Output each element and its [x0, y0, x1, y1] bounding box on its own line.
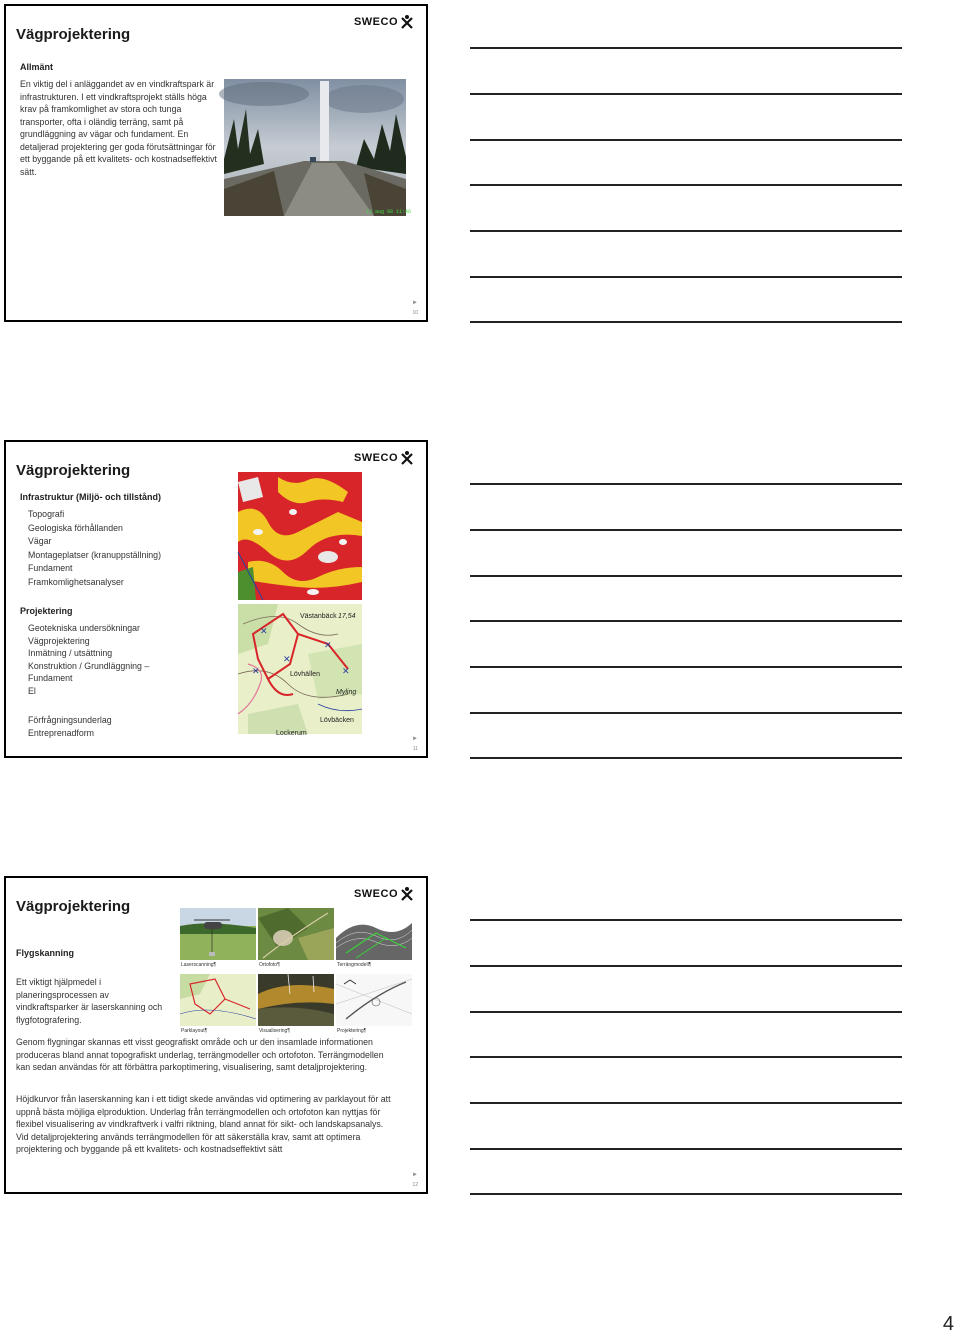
slide-title: Vägprojektering	[16, 462, 131, 479]
paragraph-2: Höjdkurvor från laserskanning kan i ett tidigt skede användas vid optimering av parklayout för att uppnå bästa möjliga elproduktion. Underlag från terrängmodellen och ortofoton kan nyttjas för flexibel visualisering av vindkraftverk i valfri riktning, bland annat för sikt- och landskapsanalys. Vid detaljprojektering används terrängmodellen för att säkerställa krav, samt att optimera projektering och byggande på ett kvalitets- och kostnadseffektivt sätt	[16, 1094, 391, 1154]
slide-title: Vägprojektering	[16, 898, 131, 915]
note-line	[470, 321, 902, 323]
list-item: Inmätning / utsättning	[28, 648, 113, 659]
geology-map-image	[238, 472, 362, 600]
slide-2	[4, 440, 428, 758]
section-heading: Allmänt	[20, 62, 54, 72]
sweco-symbol-icon	[400, 14, 414, 30]
note-line	[470, 965, 902, 967]
slide-arrow-icon: ►	[412, 736, 418, 742]
list-item: Fundament	[28, 563, 73, 574]
note-line	[470, 757, 902, 759]
slide-title: Vägprojektering	[16, 26, 131, 43]
caption-projektering: Projektering¶	[337, 1028, 367, 1034]
note-line	[470, 230, 902, 232]
note-line	[470, 483, 902, 485]
note-line	[470, 47, 902, 49]
caption-laserscanning: Laserscanning¶	[181, 962, 217, 968]
terrangmodell-image	[336, 908, 412, 960]
turbine-marker-icon: ✕	[260, 626, 268, 636]
list-item: Geotekniska undersökningar	[28, 623, 140, 633]
caption-visualisering: Visualisering¶	[259, 1028, 290, 1034]
list-item: Geologiska förhållanden	[28, 522, 123, 533]
projektering-image	[336, 974, 412, 1026]
design-drawing	[336, 974, 412, 1026]
ortofoto-image	[258, 908, 334, 960]
note-line	[470, 666, 902, 668]
intro-text: Ett viktigt hjälpmedel i planeringsprocessen av vindkraftsparker är laserskanning och flygfotografering.	[16, 977, 163, 1025]
note-line	[470, 620, 902, 622]
list-item: Förfrågningsunderlag	[28, 715, 112, 725]
caption-terrangmodell: Terrängmodell¶	[337, 962, 372, 968]
laserscanning-image	[180, 908, 256, 960]
map-label-lovhallen: Lövhällen	[290, 671, 320, 678]
map-label-myling: Myling	[336, 689, 357, 696]
parklayout-image	[180, 974, 256, 1026]
slide-1	[4, 4, 428, 322]
note-line	[470, 184, 902, 186]
map-label-elevation: 17,54	[338, 613, 356, 620]
geology-map	[238, 472, 362, 600]
note-line	[470, 575, 902, 577]
list-item: Topografi	[28, 509, 65, 519]
note-line	[470, 139, 902, 141]
terrain-model	[336, 908, 412, 960]
park-layout-map	[180, 974, 256, 1026]
list-item: Entreprenadform	[28, 727, 95, 738]
slide-number: 10	[412, 310, 418, 316]
caption-parklayout: Parklayout¶	[181, 1028, 208, 1034]
section-heading-flygskanning: Flygskanning	[16, 948, 75, 958]
note-line	[470, 712, 902, 714]
road-map-image	[238, 604, 362, 737]
note-line	[470, 1102, 902, 1104]
note-line	[470, 1011, 902, 1013]
list-item: Montageplatser (kranuppställning)	[28, 549, 162, 560]
slide-arrow-icon: ►	[412, 300, 418, 306]
sweco-symbol-icon	[400, 450, 414, 466]
road-wind-turbine-photo	[224, 79, 412, 216]
list-item: El	[28, 685, 36, 696]
forfragning-list	[28, 714, 112, 739]
notes-area-3	[470, 876, 902, 1194]
body-text: En viktig del i anläggandet av en vindkraftspark är infrastrukturen. I ett vindkraftsprojekt ställs höga krav på framkomlighet av stora och tunga transporter, ofta i oländig terräng, samt på grundläggning av vägar och fundament. En detaljerad projektering ger goda förutsättningar för ett byggande på ett kvalitets- och kostnadseffektivt sätt.	[20, 79, 217, 177]
section-heading-infrastruktur: Infrastruktur (Miljö- och tillstånd)	[20, 492, 161, 502]
notes-area-2	[470, 440, 902, 758]
turbine-marker-icon: ✕	[283, 654, 291, 664]
caption-ortofoto: Ortofoto¶	[259, 962, 280, 968]
sweco-logo	[354, 450, 414, 466]
turbine-marker-icon: ✕	[252, 666, 260, 676]
turbine-marker-icon: ✕	[342, 666, 350, 676]
list-item: Konstruktion / Grundläggning –	[28, 660, 150, 671]
visualisation-photo	[258, 974, 334, 1026]
note-line	[470, 1193, 902, 1195]
infrastruktur-list	[28, 508, 161, 590]
note-line	[470, 529, 902, 531]
road-layout-map	[238, 604, 362, 737]
slide-number: 12	[412, 1182, 418, 1188]
projektering-list	[28, 622, 149, 698]
helicopter-photo	[180, 908, 256, 960]
note-line	[470, 276, 902, 278]
orthophoto	[258, 908, 334, 960]
notes-area-1	[470, 4, 902, 322]
list-item: Vägar	[28, 536, 52, 547]
paragraph-1: Genom flygningar skannas ett visst geografiskt område och ur den insamlade informationen produceras bland annat topografiskt underlag, terrängmodeller och ortofoton. Terrängmodellen kan sedan användas för att förbättra parkoptimering, visualisering, samt detaljprojektering.	[16, 1037, 384, 1072]
logo-text: SWECO	[353, 452, 398, 464]
photo-timestamp: 13 aug 08 11:46	[366, 209, 412, 215]
list-item: Vägprojektering	[28, 635, 90, 646]
slide-number: 11	[412, 746, 418, 752]
page-number: 4	[942, 1313, 954, 1335]
note-line	[470, 1056, 902, 1058]
section-heading-projektering: Projektering	[20, 606, 73, 616]
visualisering-image	[258, 974, 334, 1026]
list-item: Fundament	[28, 673, 73, 684]
sweco-logo	[354, 886, 414, 902]
map-label-lockerum: Lockerum	[276, 730, 307, 737]
sweco-symbol-icon	[400, 886, 414, 902]
sweco-logo	[354, 14, 414, 30]
map-label-vastanback: Västanbäck	[300, 613, 337, 620]
road-photo-image	[224, 79, 412, 216]
logo-text: SWECO	[353, 888, 398, 900]
logo-text: SWECO	[353, 16, 398, 28]
slide-3	[4, 876, 428, 1194]
list-item: Framkomlighetsanalyser	[28, 576, 124, 587]
map-label-lovbacken: Lövbäcken	[320, 717, 354, 724]
note-line	[470, 93, 902, 95]
turbine-marker-icon: ✕	[324, 640, 332, 650]
slide-arrow-icon: ►	[412, 1172, 418, 1178]
note-line	[470, 1148, 902, 1150]
note-line	[470, 919, 902, 921]
